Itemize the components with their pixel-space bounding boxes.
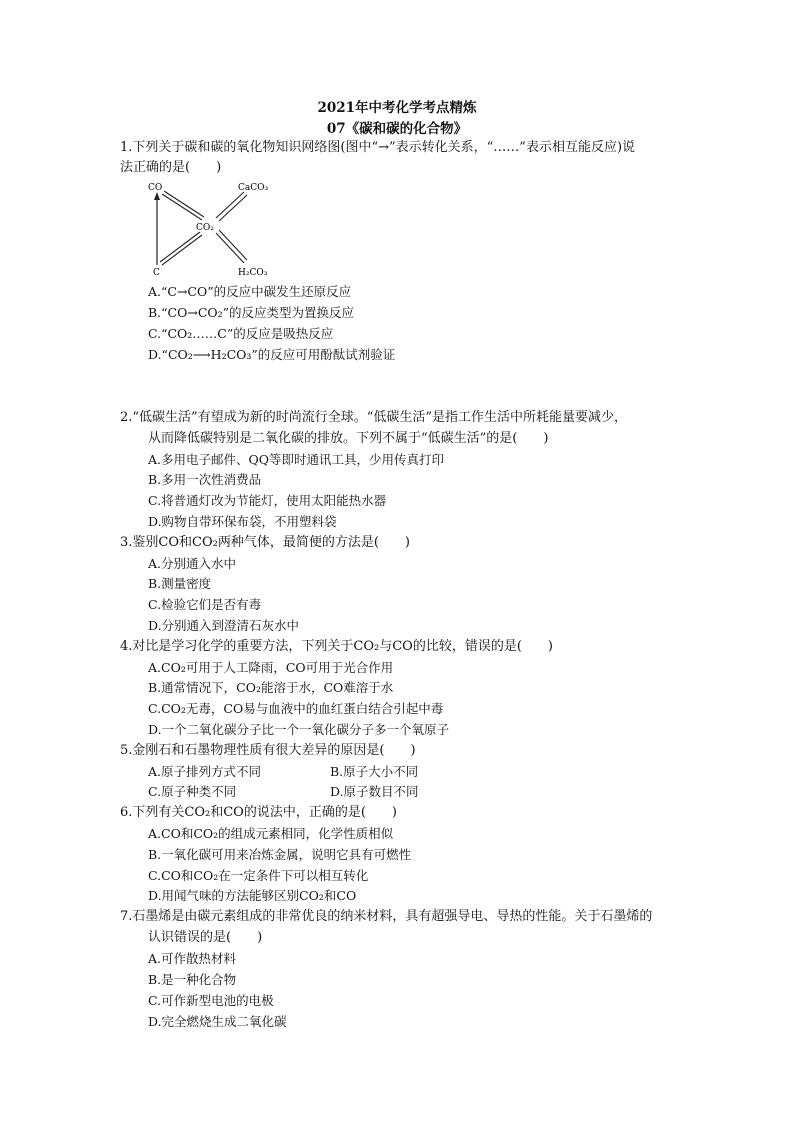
q2-stem-line2: 从而降低碳特别是二氧化碳的排放。下列不属于“低碳生活”的是( ) xyxy=(148,431,549,446)
label-h2co3: H₂CO₃ xyxy=(238,268,268,278)
arrow-co2-h2co3-b xyxy=(219,230,247,260)
line-c-co2-b xyxy=(162,235,202,265)
label-c: C xyxy=(153,268,160,278)
q1-option-b: B.“CO→CO₂”的反应类型为置换反应 xyxy=(148,305,355,320)
q4-option-b: B.通常情况下，CO₂能溶于水，CO难溶于水 xyxy=(148,680,394,695)
document-title: 2021年中考化学考点精炼 xyxy=(317,100,477,116)
q5-option-a: A.原子排列方式不同 xyxy=(148,764,262,779)
q6-option-b: B.一氧化碳可用来冶炼金属，说明它具有可燃性 xyxy=(148,847,412,862)
q1-stem-line2: 法正确的是( ) xyxy=(120,160,222,175)
label-co2: CO₂ xyxy=(196,223,214,233)
document-subtitle: 07《碳和碳的化合物》 xyxy=(326,121,468,137)
line-c-co2-a xyxy=(160,232,200,262)
label-co: CO xyxy=(148,183,163,193)
q3-stem: 3.鉴别CO和CO₂两种气体，最简便的方法是( ) xyxy=(120,535,410,550)
q2-option-a: A.多用电子邮件、QQ等即时通讯工具，少用传真打印 xyxy=(148,452,444,467)
q7-option-a: A.可作散热材料 xyxy=(148,951,237,966)
q4-option-a: A.CO₂可用于人工降雨，CO可用于光合作用 xyxy=(148,660,394,675)
q1-option-a: A.“C→CO”的反应中碳发生还原反应 xyxy=(148,284,352,299)
q6-option-a: A.CO和CO₂的组成元素相同，化学性质相似 xyxy=(148,826,394,841)
q4-option-c: C.CO₂无毒，CO易与血液中的血红蛋白结合引起中毒 xyxy=(148,701,444,716)
q6-option-d: D.用闻气味的方法能够区别CO₂和CO xyxy=(148,888,357,903)
q1-option-c: C.“CO₂……C”的反应是吸热反应 xyxy=(148,326,334,341)
q1-stem-line1: 1.下列关于碳和碳的氧化物知识网络图(图中“→”表示转化关系，“……”表示相互能反应)说 xyxy=(120,140,636,155)
q7-option-b: B.是一种化合物 xyxy=(148,972,237,987)
arrow-co2-h2co3-a xyxy=(216,233,244,263)
arrow-co-co2-a xyxy=(162,194,202,220)
q7-stem-line1: 7.石墨烯是由碳元素组成的非常优良的纳米材料，具有超强导电、导热的性能。关于石墨烯的 xyxy=(120,909,653,924)
q1-option-d: D.“CO₂⟶H₂CO₃”的反应可用酚酞试剂验证 xyxy=(148,347,396,362)
q5-option-b: B.原子大小不同 xyxy=(330,764,419,779)
q6-stem: 6.下列有关CO₂和CO的说法中，正确的是( ) xyxy=(120,805,397,820)
carbon-network-diagram xyxy=(146,180,286,280)
q6-option-c: C.CO和CO₂在一定条件下可以相互转化 xyxy=(148,868,369,883)
label-caco3: CaCO₃ xyxy=(238,183,269,193)
arrow-co-co2-b xyxy=(164,191,204,217)
q3-option-c: C.检验它们是否有毒 xyxy=(148,597,262,612)
arrow-co2-caco3-b xyxy=(219,195,247,221)
arrow-head-co xyxy=(154,192,160,200)
q2-option-d: D.购物自带环保布袋，不用塑料袋 xyxy=(148,514,337,529)
q4-option-d: D.一个二氧化碳分子比一个一氧化碳分子多一个氧原子 xyxy=(148,722,450,737)
q5-option-d: D.原子数目不同 xyxy=(330,784,419,799)
q4-stem: 4.对比是学习化学的重要方法，下列关于CO₂与CO的比较，错误的是( ) xyxy=(120,639,553,654)
q5-option-c: C.原子种类不同 xyxy=(148,784,237,799)
q7-option-d: D.完全燃烧生成二氧化碳 xyxy=(148,1014,287,1029)
arrow-co2-caco3-a xyxy=(216,192,244,218)
q3-option-a: A.分别通入水中 xyxy=(148,556,237,571)
q2-stem-line1: 2.“低碳生活”有望成为新的时尚流行全球。“低碳生活”是指工作生活中所耗能量要减少， xyxy=(120,410,627,425)
q2-option-c: C.将普通灯改为节能灯，使用太阳能热水器 xyxy=(148,493,387,508)
q5-stem: 5.金刚石和石墨物理性质有很大差异的原因是( ) xyxy=(120,743,416,758)
q2-option-b: B.多用一次性消费品 xyxy=(148,472,262,487)
q7-stem-line2: 认识错误的是( ) xyxy=(148,930,263,945)
q3-option-d: D.分别通入到澄清石灰水中 xyxy=(148,618,300,633)
q7-option-c: C.可作新型电池的电极 xyxy=(148,993,274,1008)
q3-option-b: B.测量密度 xyxy=(148,576,212,591)
